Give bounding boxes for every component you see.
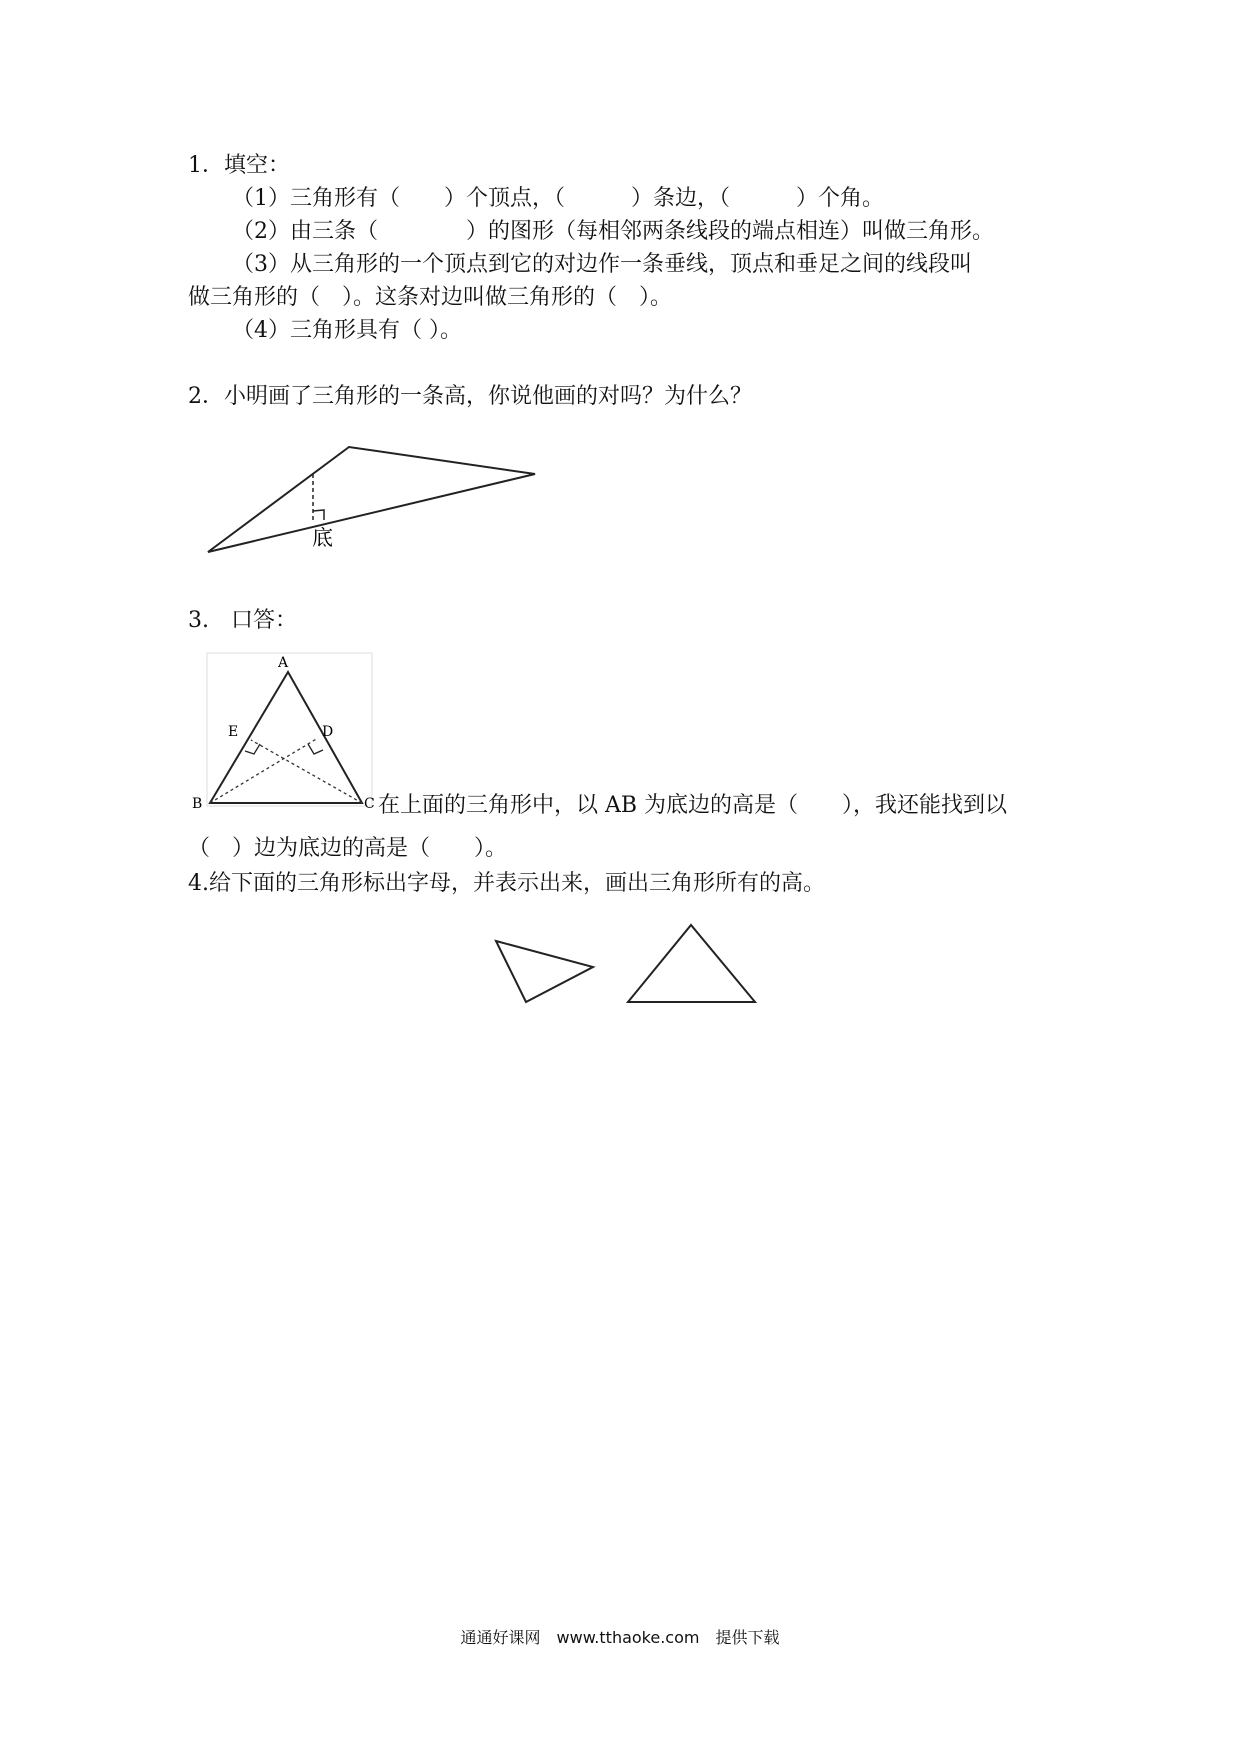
q1-item3-line2: 做三角形的（ ）。这条对边叫做三角形的（ ）。 (188, 285, 673, 310)
q1-item4: （4）三角形具有（ ）。 (232, 318, 462, 343)
q4-triangles-figure (480, 915, 770, 1015)
q3-label-b: B (192, 796, 203, 810)
q3-height-bd (210, 738, 318, 803)
q4-triangle-right (628, 925, 755, 1002)
q3-text-line2: （ ）边为底边的高是（ ）。 (188, 836, 508, 861)
q1-title: 1．填空： (188, 153, 290, 178)
q2-triangle-figure (190, 430, 550, 560)
q1-item2: （2）由三条（ ）的图形（每相邻两条线段的端点相连）叫做三角形。 (232, 219, 994, 244)
q2-title: 2．小明画了三角形的一条高，你说他画的对吗？为什么？ (188, 384, 752, 409)
q2-obtuse-triangle (208, 447, 535, 552)
q1-item1: （1）三角形有（ ）个顶点，（ ）条边，（ ）个角。 (232, 186, 884, 211)
q3-label-c: C (364, 796, 375, 810)
q3-triangle-figure (190, 650, 380, 810)
q3-right-angle-e (245, 744, 260, 754)
q3-label-e: E (228, 724, 239, 740)
q4-triangle-left (496, 941, 593, 1002)
q2-right-angle-mark (313, 510, 324, 520)
q3-label-a: A (278, 655, 289, 671)
q1-item3-line1: （3）从三角形的一个顶点到它的对边作一条垂线，顶点和垂足之间的线段叫 (232, 252, 972, 277)
q3-title: 3. 口答： (188, 608, 297, 633)
page-footer: 通通好课网 www.tthaoke.com 提供下载 (460, 1628, 780, 1647)
q2-base-label: 底 (312, 526, 333, 550)
q3-right-angle-d (308, 744, 323, 754)
q3-label-d: D (322, 724, 334, 740)
q4-title: 4.给下面的三角形标出字母，并表示出来，画出三角形所有的高。 (188, 871, 825, 896)
q3-text-line1: 在上面的三角形中，以 AB 为底边的高是（ ），我还能找到以 (378, 793, 1008, 818)
